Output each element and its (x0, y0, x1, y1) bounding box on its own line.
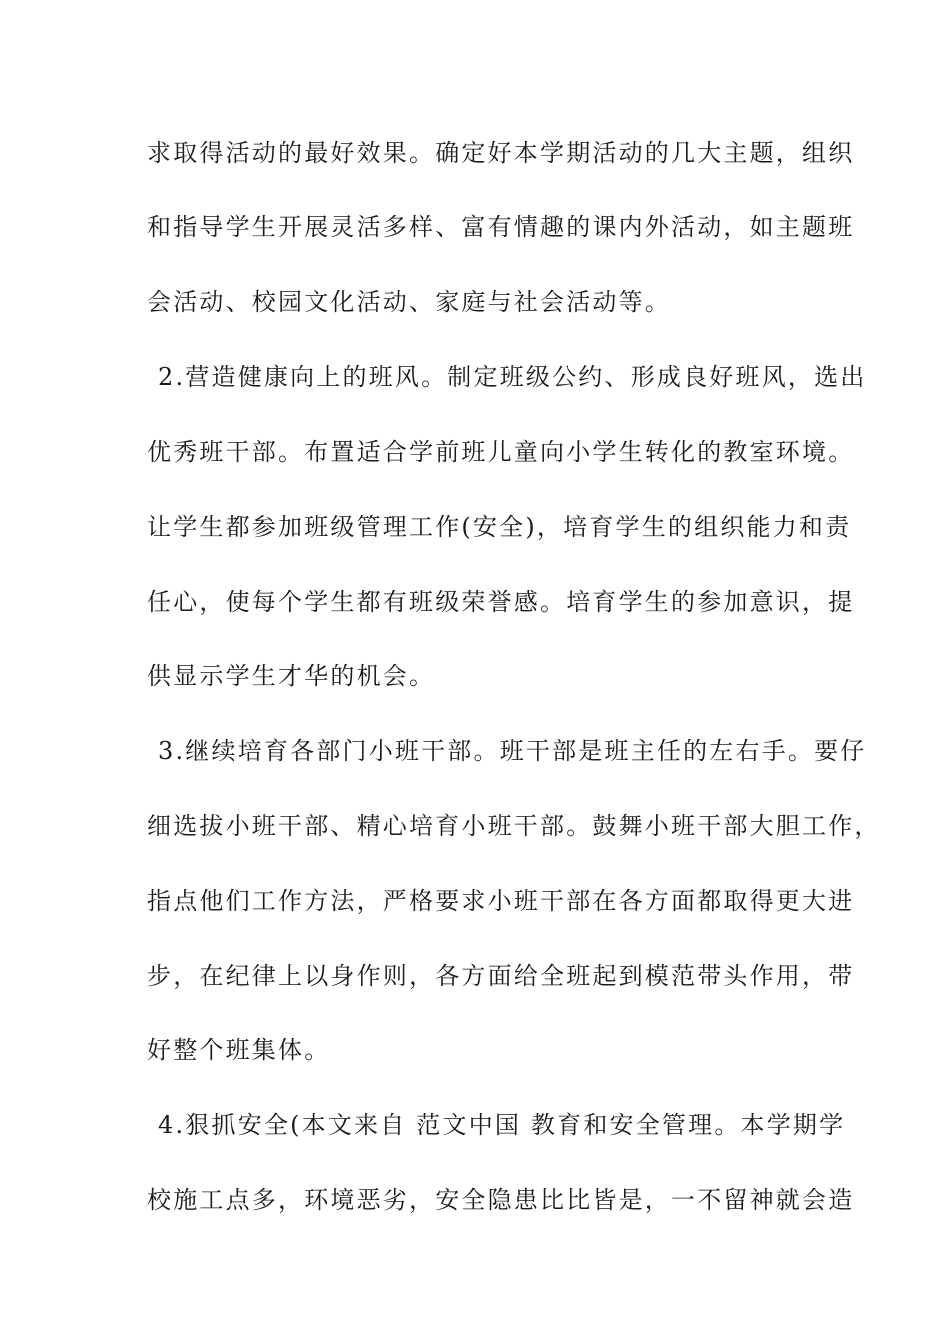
paragraph-line: 好整个班集体。 (147, 1036, 331, 1064)
paragraph-line: 细选拔小班干部、精心培育小班干部。鼓舞小班干部大胆工作， (147, 812, 881, 840)
paragraph-line: 校施工点多，环境恶劣，安全隐患比比皆是，一不留神就会造 (147, 1186, 855, 1214)
paragraph-line: 步，在纪律上以身作则，各方面给全班起到模范带头作用，带 (147, 962, 855, 990)
paragraph-line: 4.狠抓安全(本文来自 范文中国 教育和安全管理。本学期学 (158, 1111, 846, 1139)
paragraph-line: 2.营造健康向上的班风。制定班级公约、形成良好班风，选出 (158, 363, 867, 391)
paragraph-line: 3.继续培育各部门小班干部。班干部是班主任的左右手。要仔 (158, 737, 867, 765)
paragraph-line: 让学生都参加班级管理工作(安全)，培育学生的组织能力和责 (147, 513, 852, 541)
paragraph-line: 指点他们工作方法，严格要求小班干部在各方面都取得更大进 (147, 887, 855, 915)
paragraph-line: 优秀班干部。布置适合学前班儿童向小学生转化的教室环境。 (147, 438, 855, 466)
paragraph-line: 任心，使每个学生都有班级荣誉感。培育学生的参加意识，提 (147, 588, 855, 616)
paragraph-line: 和指导学生开展灵活多样、富有情趣的课内外活动，如主题班 (147, 213, 855, 241)
paragraph-line: 会活动、校园文化活动、家庭与社会活动等。 (147, 288, 671, 316)
paragraph-line: 求取得活动的最好效果。确定好本学期活动的几大主题，组织 (147, 139, 855, 167)
paragraph-line: 供显示学生才华的机会。 (147, 662, 436, 690)
